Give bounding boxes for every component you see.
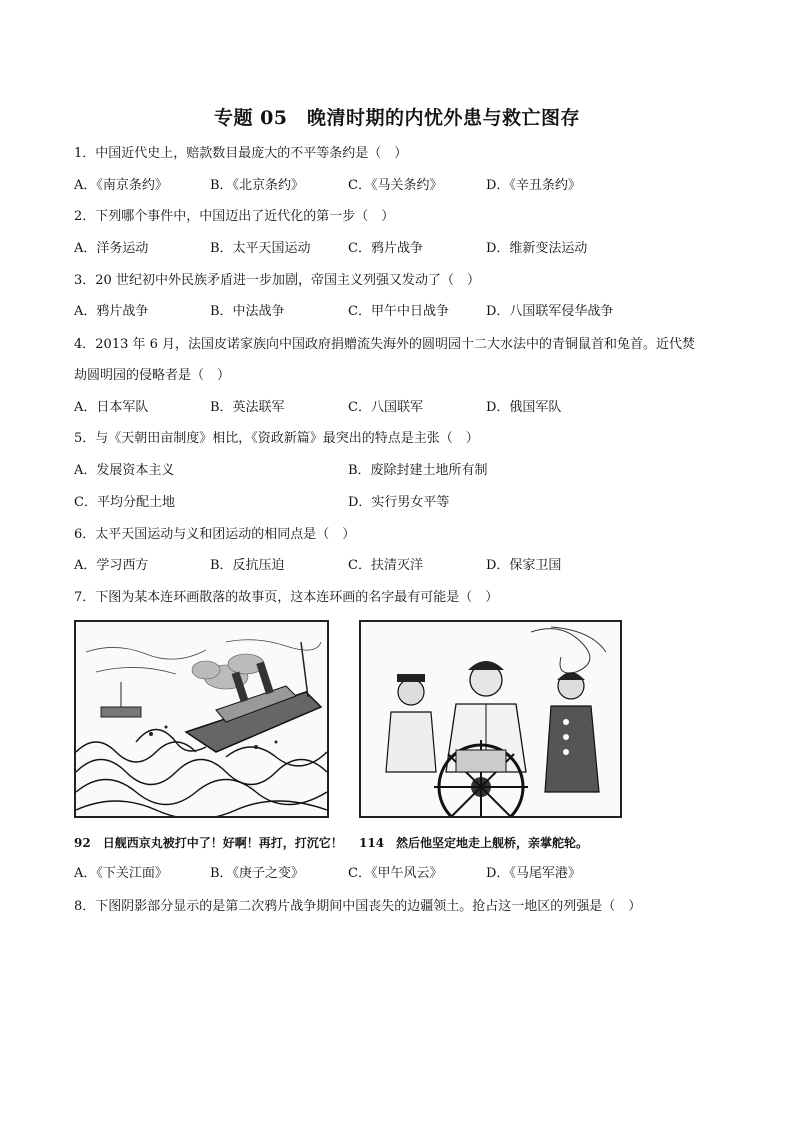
q1-option-b: B．《北京条约》 [210,178,305,193]
comic-caption-114: 114 然后他坚定地走上舰桥，亲掌舵轮。 [359,836,589,850]
q4-option-d: D．俄国军队 [486,400,562,415]
q3-option-a: A．鸦片战争 [74,304,149,319]
q7-option-d: D．《马尾军港》 [486,866,581,881]
q2-option-a: A．洋务运动 [74,241,149,256]
q3-option-c: C．甲午中日战争 [348,304,449,319]
q6-option-c: C．扶清灭洋 [348,558,423,573]
q5-option-a: A．发展资本主义 [74,463,175,478]
q1-option-d: D．《辛丑条约》 [486,178,581,193]
q5-option-b: B．废除封建土地所有制 [348,463,488,478]
q2-option-b: B．太平天国运动 [210,241,311,256]
question-5-stem: 5．与《天朝田亩制度》相比，《资政新篇》最突出的特点是主张（ ） [74,431,479,446]
q6-option-b: B．反抗压迫 [210,558,285,573]
comic-caption-92: 92 日舰西京丸被打中了！好啊！再打，打沉它！ [74,836,343,850]
q4-option-c: C．八国联军 [348,400,423,415]
q4-option-b: B．英法联军 [210,400,285,415]
page-title: 专题 05 晚清时期的内忧外患与救亡图存 [213,107,581,129]
q6-option-a: A．学习西方 [74,558,149,573]
question-6-stem: 6．太平天国运动与义和团运动的相同点是（ ） [74,527,356,542]
question-4-stem-line2: 劫圆明园的侵略者是（ ） [74,368,231,383]
q6-option-d: D．保家卫国 [486,558,562,573]
q5-option-d: D．实行男女平等 [348,495,450,510]
q1-option-c: C．《马关条约》 [348,178,443,193]
q7-option-c: C．《甲午风云》 [348,866,443,881]
question-1-stem: 1．中国近代史上，赔款数目最庞大的不平等条约是（ ） [74,146,408,161]
question-2-stem: 2．下列哪个事件中，中国迈出了近代化的第一步（ ） [74,209,395,224]
q5-option-c: C．平均分配土地 [74,495,175,510]
q3-option-b: B．中法战争 [210,304,285,319]
q7-option-a: A．《下关江面》 [74,866,168,881]
question-4-stem-line1: 4．2013 年 6 月，法国皮诺家族向中国政府捐赠流失海外的圆明园十二大水法中的青铜鼠首和兔首。近代焚 [74,337,696,352]
q4-option-a: A．日本军队 [74,400,149,415]
q2-option-d: D．维新变法运动 [486,241,588,256]
comic-panel-naval-battle [74,620,329,818]
q1-option-a: A．《南京条约》 [74,178,168,193]
q3-option-d: D．八国联军侵华战争 [486,304,614,319]
question-8-stem: 8．下图阴影部分显示的是第二次鸦片战争期间中国丧失的边疆领土。抢占这一地区的列强是（ ） [74,899,642,914]
question-7-stem: 7．下图为某本连环画散落的故事页，这本连环画的名字最有可能是（ ） [74,590,499,605]
comic-panel-officers-at-helm [359,620,622,818]
question-3-stem: 3．20 世纪初中外民族矛盾进一步加剧，帝国主义列强又发动了（ ） [74,273,480,288]
q7-option-b: B．《庚子之变》 [210,866,305,881]
q2-option-c: C．鸦片战争 [348,241,423,256]
